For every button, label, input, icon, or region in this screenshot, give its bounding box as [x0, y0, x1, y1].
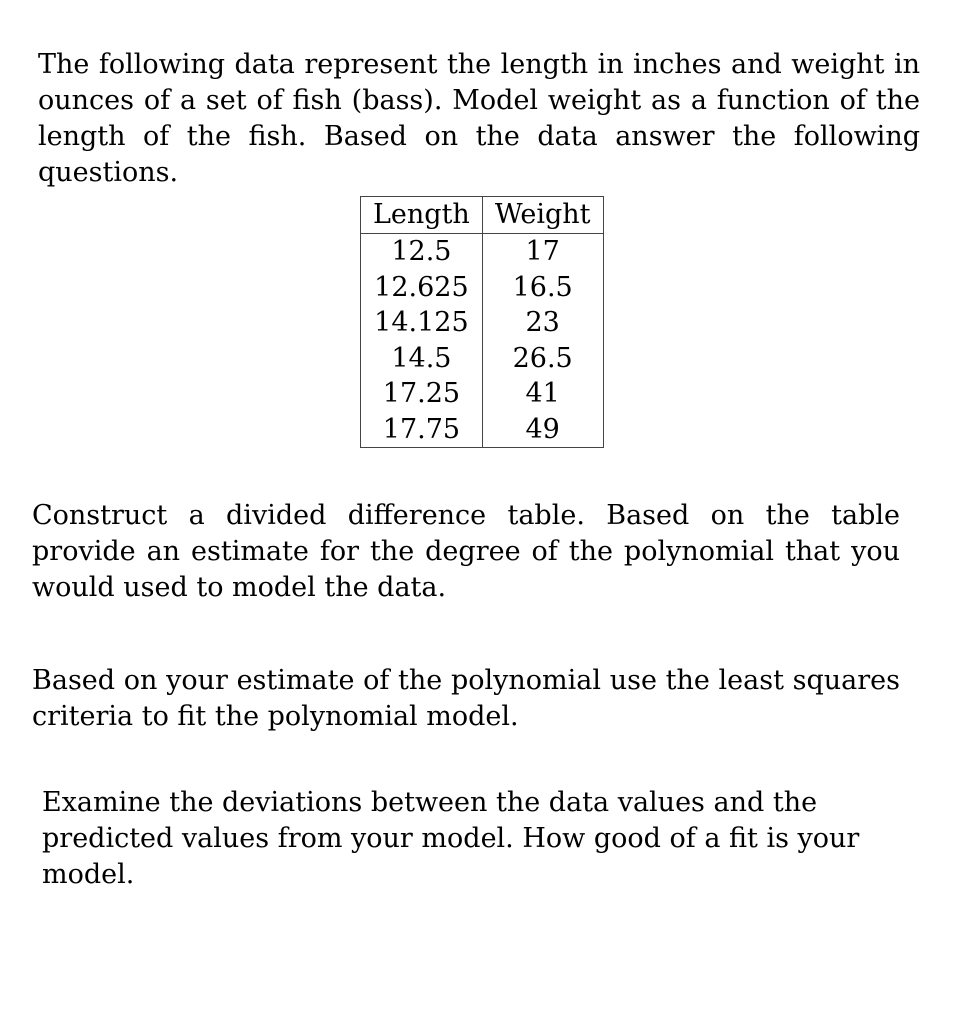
weight-cell: 41 [482, 376, 603, 412]
length-cell: 17.75 [361, 412, 483, 448]
table-row [361, 305, 604, 341]
fish-data-table [360, 196, 604, 448]
table-header-row [361, 197, 604, 234]
length-cell: 12.625 [361, 270, 483, 306]
divided-difference-question: Construct a divided difference table. Based on the table provide an estimate for the degree of the polynomial that you would used to model the data. [32, 500, 900, 603]
fish-data-table-container [360, 196, 604, 448]
length-cell: 14.5 [361, 341, 483, 377]
intro-paragraph: The following data represent the length in inches and weight in ounces of a set of fish (bass). Model weight as a function of the length of the fish. Based on the data answer the following questions. [38, 49, 920, 188]
length-cell: 17.25 [361, 376, 483, 412]
weight-cell: 16.5 [482, 270, 603, 306]
weight-cell: 23 [482, 305, 603, 341]
header-length: Length [361, 197, 483, 234]
table-row [361, 412, 604, 448]
least-squares-question: Based on your estimate of the polynomial use the least squares criteria to fit the polynomial model. [32, 665, 900, 732]
table-row [361, 341, 604, 377]
table-row [361, 376, 604, 412]
length-cell: 12.5 [361, 234, 483, 270]
weight-cell: 17 [482, 234, 603, 270]
header-weight: Weight [482, 197, 603, 234]
table-row [361, 234, 604, 270]
table-row [361, 270, 604, 306]
weight-cell: 49 [482, 412, 603, 448]
deviations-question: Examine the deviations between the data values and the predicted values from your model. How good of a fit is your model. [42, 787, 860, 890]
weight-cell: 26.5 [482, 341, 603, 377]
length-cell: 14.125 [361, 305, 483, 341]
